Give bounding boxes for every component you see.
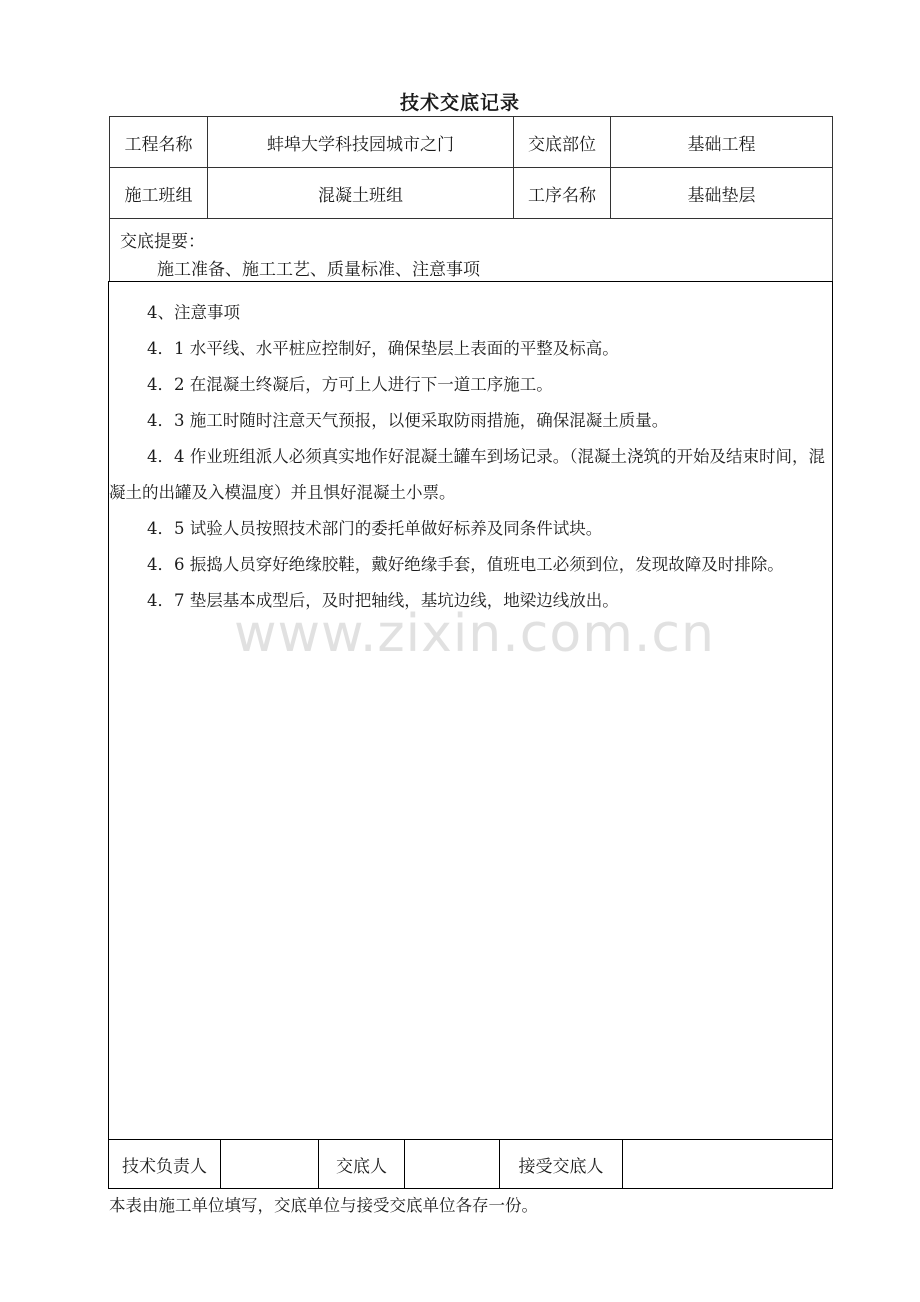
watermark: www.zixin.com.cn — [234, 604, 715, 664]
process-value: 基础垫层 — [610, 167, 833, 219]
content-item: 4．2 在混凝土终凝后，方可上人进行下一道工序施工。 — [147, 375, 553, 394]
summary-text: 施工准备、施工工艺、质量标准、注意事项 — [157, 260, 480, 280]
team-label: 施工班组 — [109, 167, 208, 219]
footnote: 本表由施工单位填写，交底单位与接受交底单位各存一份。 — [109, 1196, 538, 1215]
content-items — [109, 331, 834, 619]
tech-lead-label: 技术负责人 — [108, 1139, 221, 1189]
content-item: 4．5 试验人员按照技术部门的委托单做好标养及同条件试块。 — [147, 519, 603, 538]
presenter-label: 交底人 — [318, 1139, 405, 1189]
content-item: 4．6 振捣人员穿好绝缘胶鞋，戴好绝缘手套，值班电工必须到位，发现故障及时排除。 — [147, 555, 784, 574]
receiver-label: 接受交底人 — [499, 1139, 623, 1189]
project-name-label: 工程名称 — [109, 116, 208, 168]
content-item: 4．7 垫层基本成型后，及时把轴线，基坑边线，地梁边线放出。 — [147, 591, 619, 610]
summary-section — [109, 218, 833, 281]
header-table — [109, 116, 833, 281]
part-value: 基础工程 — [610, 116, 833, 168]
process-label: 工序名称 — [513, 167, 611, 219]
summary-label: 交底提要： — [120, 232, 205, 252]
part-label: 交底部位 — [513, 116, 611, 168]
receiver-value — [622, 1139, 833, 1189]
project-name-value: 蚌埠大学科技园城市之门 — [207, 116, 514, 168]
team-value: 混凝土班组 — [207, 167, 514, 219]
content-heading: 4、注意事项 — [147, 303, 240, 322]
signature-row — [108, 1139, 833, 1189]
tech-lead-value — [220, 1139, 319, 1189]
document-title: 技术交底记录 — [399, 92, 520, 114]
content-box — [108, 281, 833, 1140]
content-item: 4．3 施工时随时注意天气预报，以便采取防雨措施，确保混凝土质量。 — [147, 411, 669, 430]
content-item: 4．1 水平线、水平桩应控制好，确保垫层上表面的平整及标高。 — [147, 339, 619, 358]
content-item: 4．4 作业班组派人必须真实地作好混凝土罐车到场记录。（混凝土浇筑的开始及结束时间，混凝土的出罐及入模温度）并且惧好混凝土小票。 — [109, 447, 825, 502]
presenter-value — [404, 1139, 500, 1189]
